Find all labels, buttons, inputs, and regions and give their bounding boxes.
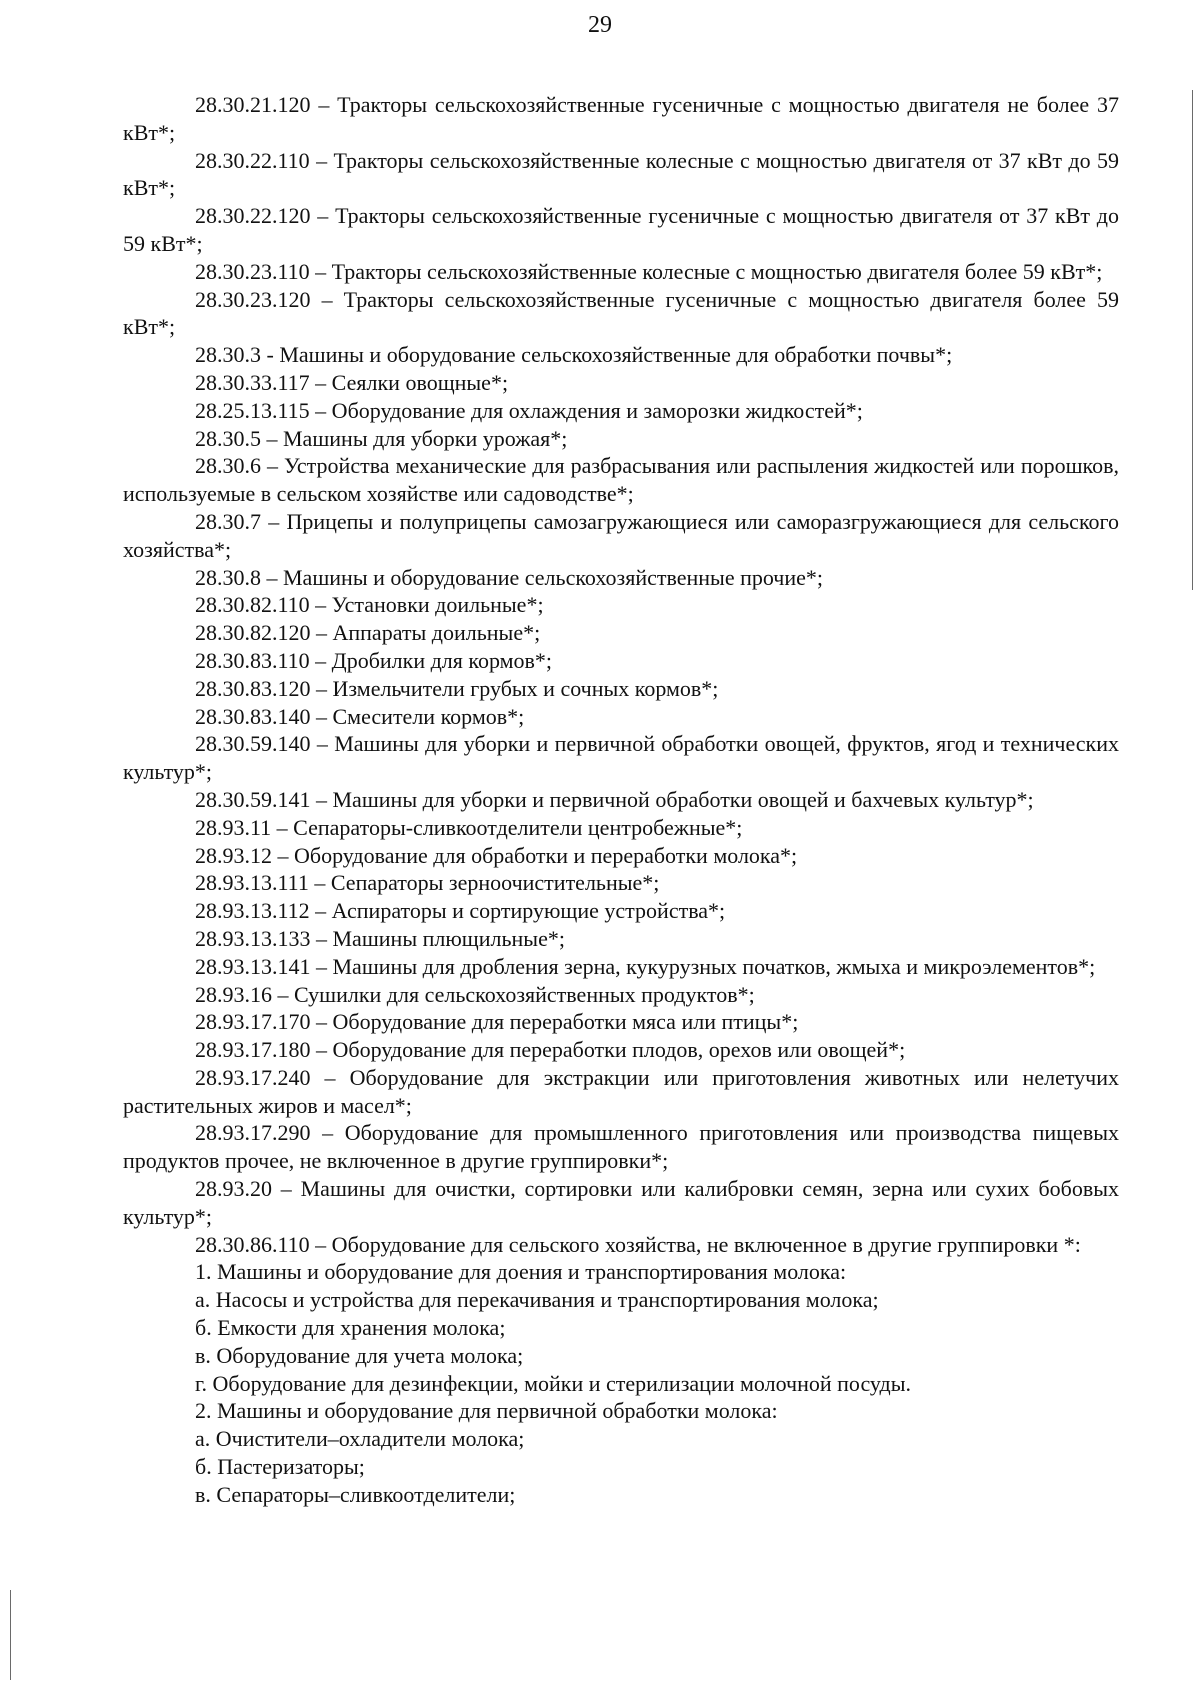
- page-number: 29: [588, 12, 612, 38]
- paragraph: 28.30.8 – Машины и оборудование сельскохозяйственные прочие*;: [195, 564, 824, 590]
- paragraph: 28.93.12 – Оборудование для обработки и переработки молока*;: [195, 842, 798, 868]
- paragraph: 28.30.59.141 – Машины для уборки и первичной обработки овощей и бахчевых культур*;: [195, 786, 1034, 812]
- paragraph: 28.30.82.110 – Установки доильные*;: [195, 592, 544, 618]
- scan-edge-right: [1192, 90, 1193, 590]
- paragraph: г. Оборудование для дезинфекции, мойки и стерилизации молочной посуды.: [195, 1370, 912, 1396]
- paragraph: 28.30.23.120 – Тракторы сельскохозяйственные гусеничные с мощностью двигателя более 59 кВт*;: [123, 286, 1119, 340]
- paragraph: б. Емкости для хранения молока;: [195, 1315, 506, 1341]
- paragraph: 28.30.22.120 – Тракторы сельскохозяйственные гусеничные с мощностью двигателя от 37 кВт до 59 кВт*;: [123, 203, 1119, 256]
- paragraph: 28.30.86.110 – Оборудование для сельского хозяйства, не включенное в другие группировки *:: [195, 1231, 1081, 1257]
- paragraph: 28.93.17.290 – Оборудование для промышленного приготовления или производства пищевых продуктов прочее, не включенное в другие группировки*;: [123, 1120, 1119, 1174]
- paragraph: 28.30.33.117 – Сеялки овощные*;: [195, 369, 509, 395]
- paragraph: 28.93.17.170 – Оборудование для переработки мяса или птицы*;: [195, 1009, 799, 1035]
- document-body: [123, 91, 1119, 1509]
- paragraph: 28.93.13.111 – Сепараторы зерноочистительные*;: [195, 870, 660, 896]
- paragraph: 28.93.20 – Машины для очистки, сортировки или калибровки семян, зерна или сухих бобовых культур*;: [123, 1176, 1119, 1229]
- paragraph: 1. Машины и оборудование для доения и транспортирования молока:: [195, 1259, 847, 1285]
- paragraph: а. Очистители–охладители молока;: [195, 1426, 525, 1452]
- paragraph: 28.30.83.120 – Измельчители грубых и сочных кормов*;: [195, 675, 719, 701]
- paragraph: 28.93.16 – Сушилки для сельскохозяйственных продуктов*;: [195, 981, 755, 1007]
- paragraph: 2. Машины и оборудование для первичной обработки молока:: [195, 1398, 778, 1424]
- paragraph: 28.30.6 – Устройства механические для разбрасывания или распыления жидкостей или порошков, используемые в сельском хозяйстве или садоводстве*;: [123, 453, 1119, 507]
- paragraph: 28.93.13.112 – Аспираторы и сортирующие устройства*;: [195, 898, 726, 924]
- paragraph: 28.30.83.140 – Смесители кормов*;: [195, 703, 525, 729]
- paragraph: 28.30.3 - Машины и оборудование сельскохозяйственные для обработки почвы*;: [195, 342, 953, 368]
- paragraph: 28.93.13.133 – Машины плющильные*;: [195, 925, 565, 951]
- paragraph: 28.93.17.240 – Оборудование для экстракции или приготовления животных или нелетучих растительных жиров и масел*;: [123, 1064, 1119, 1118]
- paragraph: а. Насосы и устройства для перекачивания и транспортирования молока;: [195, 1287, 879, 1313]
- paragraph: в. Оборудование для учета молока;: [195, 1342, 524, 1368]
- paragraph: 28.93.13.141 – Машины для дробления зерна, кукурузных початков, жмыха и микроэлементов*;: [195, 953, 1096, 979]
- paragraph: 28.30.59.140 – Машины для уборки и первичной обработки овощей, фруктов, ягод и технических культур*;: [123, 731, 1119, 785]
- paragraph: 28.30.83.110 – Дробилки для кормов*;: [195, 647, 553, 673]
- paragraph: б. Пастеризаторы;: [195, 1454, 365, 1480]
- paragraph: 28.30.82.120 – Аппараты доильные*;: [195, 620, 541, 646]
- paragraph: 28.93.17.180 – Оборудование для переработки плодов, орехов или овощей*;: [195, 1037, 906, 1063]
- scan-edge-left: [10, 1590, 11, 1680]
- paragraph: 28.30.7 – Прицепы и полуприцепы самозагружающиеся или саморазгружающиеся для сельского хозяйства*;: [123, 508, 1119, 562]
- paragraph: 28.30.5 – Машины для уборки урожая*;: [195, 425, 568, 451]
- paragraph: 28.30.23.110 – Тракторы сельскохозяйственные колесные с мощностью двигателя более 59 кВт*;: [195, 258, 1103, 284]
- paragraph: 28.30.22.110 – Тракторы сельскохозяйственные колесные с мощностью двигателя от 37 кВт до 59 кВт*;: [123, 147, 1119, 201]
- paragraph: 28.93.11 – Сепараторы-сливкоотделители центробежные*;: [195, 814, 743, 840]
- paragraph: в. Сепараторы–сливкоотделители;: [195, 1481, 516, 1507]
- paragraph: 28.25.13.115 – Оборудование для охлаждения и заморозки жидкостей*;: [195, 397, 863, 423]
- paragraph: 28.30.21.120 – Тракторы сельскохозяйственные гусеничные с мощностью двигателя не более 37 кВт*;: [123, 92, 1119, 145]
